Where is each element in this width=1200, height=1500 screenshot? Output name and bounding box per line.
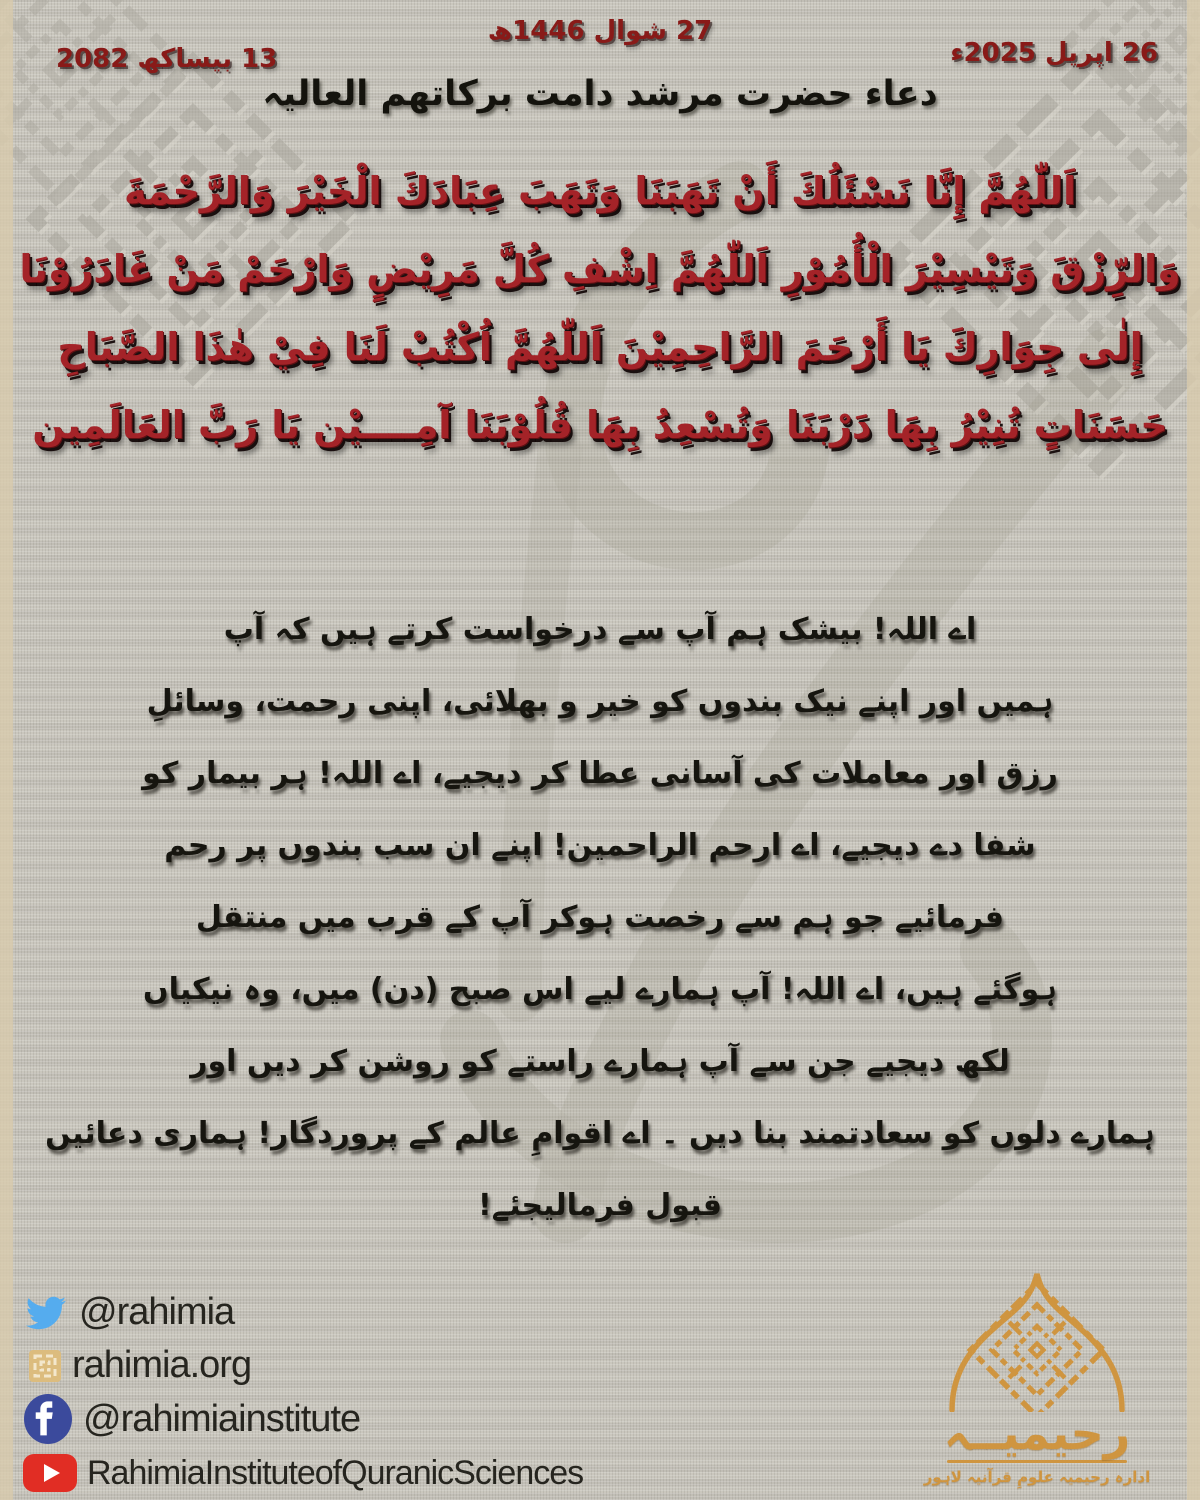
urdu-translation-line: فرمائیے جو ہم سے رخصت ہوکر آپ کے قرب میں منتقل [195,900,1005,935]
date-gregorian: 26 اپریل 2025ء [950,38,1158,68]
twitter-handle-row[interactable] [22,1291,234,1334]
twitter-handle[interactable]: @rahimia [79,1291,235,1333]
arabic-prayer-line: اَللّٰهُمَّ إِنَّا نَسْئَلُكَ أَنْ تَهَبَنَا وَتَهَبَ عِبَادَكَ الْخَيْرَ وَالرَّحْمَةَ [123,169,1077,213]
logo-rule [947,1460,1127,1463]
arabic-prayer-line: وَالرِّزْقَ وَتَيْسِيْرَ الْأُمُوْرِ اَللّٰهُمَّ اِشْفِ كُلَّ مَرِيْضٍ وَارْحَمْ مَنْ غَادَرُوْنَا [19,247,1181,291]
urdu-translation-line: ہمارے دلوں کو سعادتمند بنا دیں ۔ اے اقوامِ عالم کے پروردگار! ہماری دعائیں [45,1116,1155,1151]
urdu-translation-line: اے اللہ! بیشک ہم آپ سے درخواست کرتے ہیں کہ آپ [223,612,977,647]
logo-arch-icon [892,1262,1182,1412]
youtube-icon [22,1453,78,1493]
urdu-translation-line: رزق اور معاملات کی آسانی عطا کر دیجیے، اے اللہ! ہر بیمار کو [142,756,1058,791]
logo-wordmark: رحیمیــہ [943,1406,1131,1460]
poster-title: دعاء حضرت مرشد دامت برکاتھم العالیہ [262,74,938,114]
website-row[interactable] [22,1344,251,1387]
arabic-prayer-block [0,152,1200,464]
youtube-handle-row[interactable] [22,1453,583,1493]
urdu-translation-line: لکھ دیجیے جن سے آپ ہمارے راستے کو روشن کر دیں اور [190,1044,1010,1079]
youtube-channel[interactable]: RahimiaInstituteofQuranicSciences [87,1453,584,1492]
logo-caption: ادارہ رحیمیہ علومِ قرآنیہ لاہور [923,1468,1151,1486]
twitter-icon [22,1293,70,1333]
urdu-translation-line: قبول فرمالیجئے! [478,1188,722,1223]
facebook-handle-row[interactable] [22,1393,360,1445]
arabic-prayer-line: حَسَنَاتٍ تُنِيْرُ بِهَا دَرْبَنَا وَتُسْعِدُ بِهَا قُلُوْبَنَا آمِــــيْن يَا رَبَّ العَالَمِين [32,403,1168,447]
date-hijri: 27 شوال 1446ھ [487,16,713,46]
urdu-translation-line: ہوگئے ہیں، اے اللہ! آپ ہمارے لیے اس صبح (دن) میں، وہ نیکیاں [143,972,1057,1007]
rahimia-logo [892,1262,1182,1494]
arabic-prayer-line: إِلٰى جِوَارِكَ يَا أَرْحَمَ الرَّاحِمِيْنَ اَللّٰهُمَّ اُكْتُبْ لَنَا فِيْ هٰذَا الصَّبَاحِ [57,325,1143,369]
date-bikrami: 13 بیساکھ 2082 [56,44,278,74]
urdu-translation-block [0,594,1200,1242]
urdu-translation-line: ہمیں اور اپنے نیک بندوں کو خیر و بھلائی، اپنی رحمت، وسائلِ [146,684,1054,719]
facebook-handle[interactable]: @rahimiainstitute [83,1397,361,1440]
facebook-icon [22,1393,74,1445]
website-icon [27,1348,63,1384]
urdu-translation-line: شفا دے دیجیے، اے ارحم الراحمین! اپنے ان سب بندوں پر رحم [164,828,1036,863]
website-url[interactable]: rahimia.org [72,1344,252,1386]
